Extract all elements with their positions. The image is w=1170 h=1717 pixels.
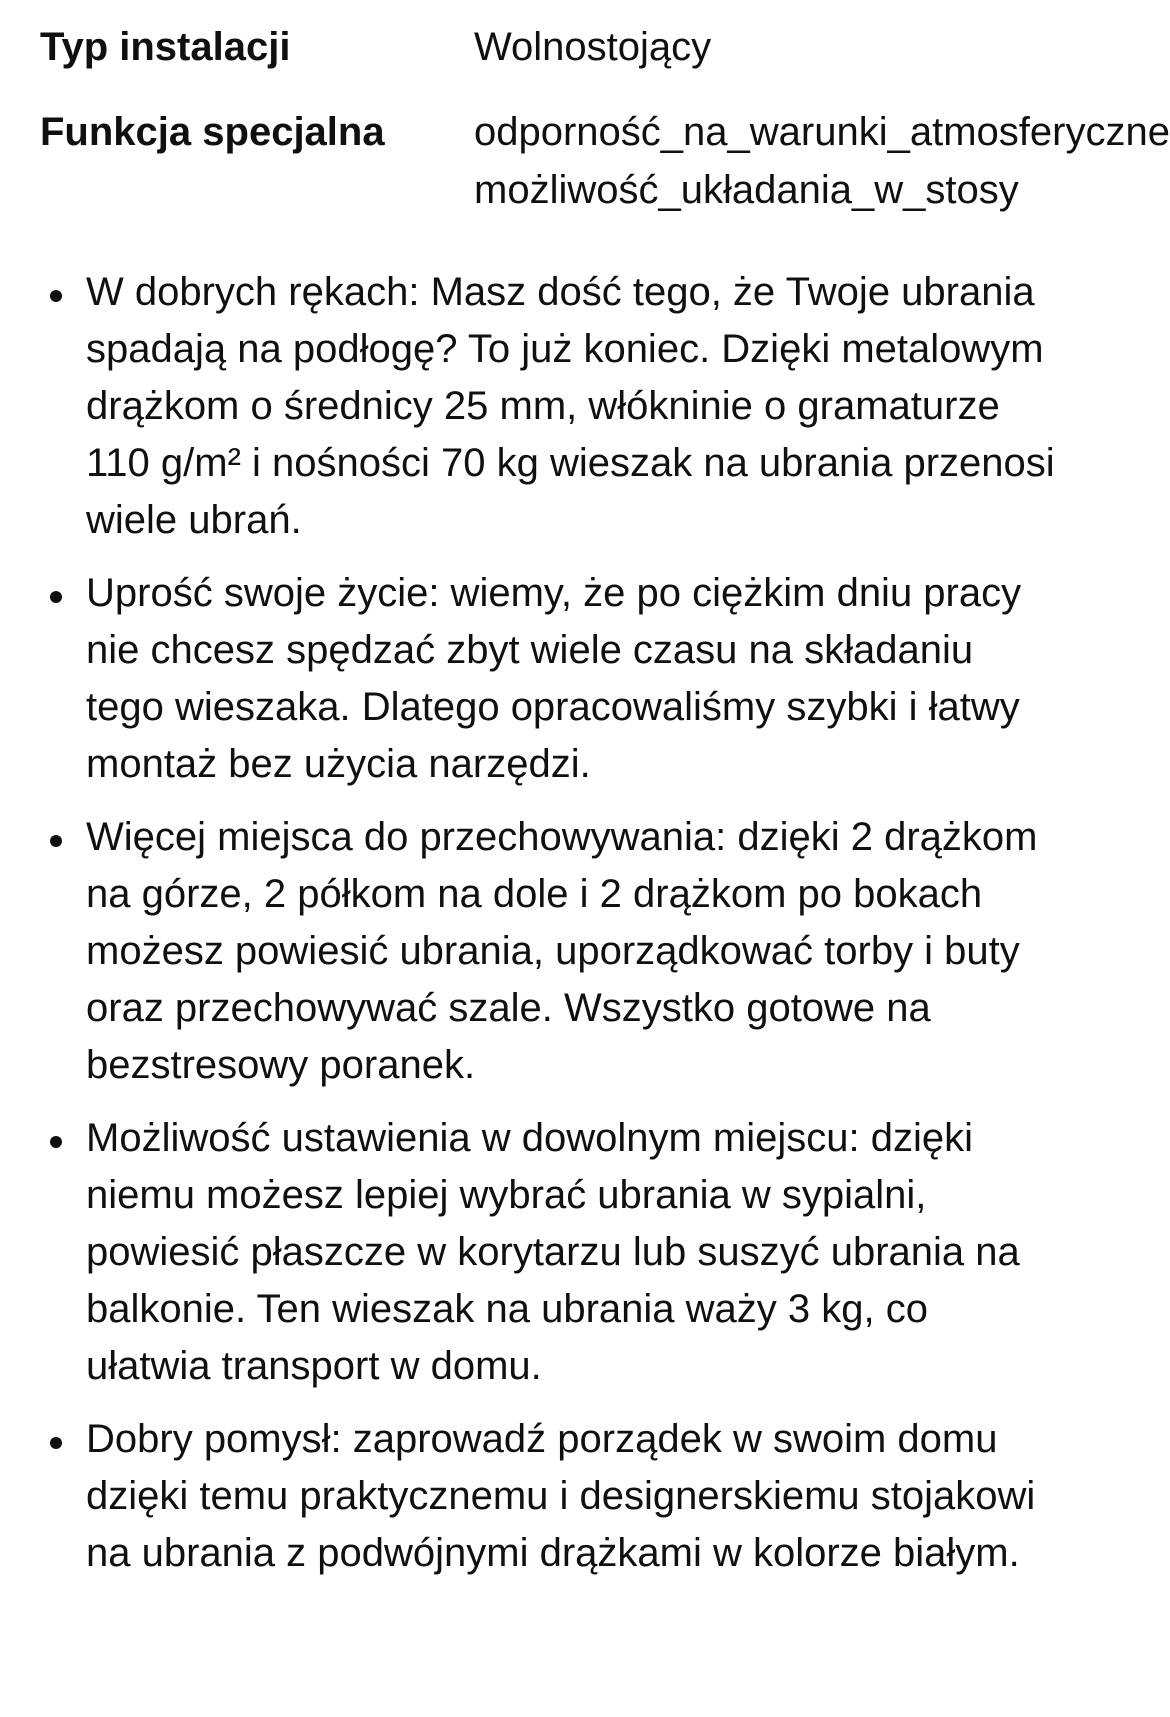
attribute-label: Typ instalacji xyxy=(40,25,291,69)
attribute-row-installation-type xyxy=(40,18,1040,103)
attribute-label: Funkcja specjalna xyxy=(40,110,385,154)
bullet-dot-icon xyxy=(50,290,62,302)
bullet-dot-icon xyxy=(50,1437,62,1449)
feature-bullet xyxy=(0,565,1080,793)
feature-bullet-text: Możliwość ustawienia w dowolnym miejscu: dzięki niemu możesz lepiej wybrać ubrania w sypialni, powiesić płaszcze w korytarzu lub suszyć ubrania na balkonie. Ten wieszak na ubrania waży 3 kg, co ułatwia transport w domu. xyxy=(86,1116,1020,1388)
bullet-dot-icon xyxy=(50,1136,62,1148)
feature-bullet xyxy=(0,1411,1080,1582)
attribute-value: możliwość_układania_w_stosy xyxy=(474,168,1019,212)
attribute-row-special-feature xyxy=(40,103,1170,223)
feature-bullet-text: Dobry pomysł: zaprowadź porządek w swoim domu dzięki temu praktycznemu i designerskiemu stojakowi na ubrania z podwójnymi drążkami w kolorze białym. xyxy=(86,1417,1036,1575)
feature-bullet-text: W dobrych rękach: Masz dość tego, że Twoje ubrania spadają na podłogę? To już koniec. Dzięki metalowym drążkom o średnicy 25 mm, włókninie o gramaturze 110 g/m² i nośności 70 kg wieszak na ubrania przenosi wiele ubrań. xyxy=(86,270,1055,542)
feature-bullets-list xyxy=(0,264,1080,1598)
feature-bullet xyxy=(0,1110,1080,1395)
feature-bullet xyxy=(0,809,1080,1094)
product-attributes-table xyxy=(40,18,1170,223)
bullet-dot-icon xyxy=(50,835,62,847)
attribute-value: odporność_na_warunki_atmosferyczne xyxy=(474,110,1170,154)
attribute-value: Wolnostojący xyxy=(474,25,712,69)
feature-bullet-text: Więcej miejsca do przechowywania: dzięki 2 drążkom na górze, 2 półkom na dole i 2 drążkom po bokach możesz powiesić ubrania, uporządkować torby i buty oraz przechowywać szale. Wszystko gotowe na bezstresowy poranek. xyxy=(86,815,1038,1087)
attribute-values xyxy=(474,103,1170,219)
bullet-dot-icon xyxy=(50,591,62,603)
attribute-values xyxy=(474,18,1040,76)
feature-bullet-text: Uprość swoje życie: wiemy, że po ciężkim dniu pracy nie chcesz spędzać zbyt wiele czasu na składaniu tego wieszaka. Dlatego opracowaliśmy szybki i łatwy montaż bez użycia narzędzi. xyxy=(86,571,1022,786)
feature-bullet xyxy=(0,264,1080,549)
